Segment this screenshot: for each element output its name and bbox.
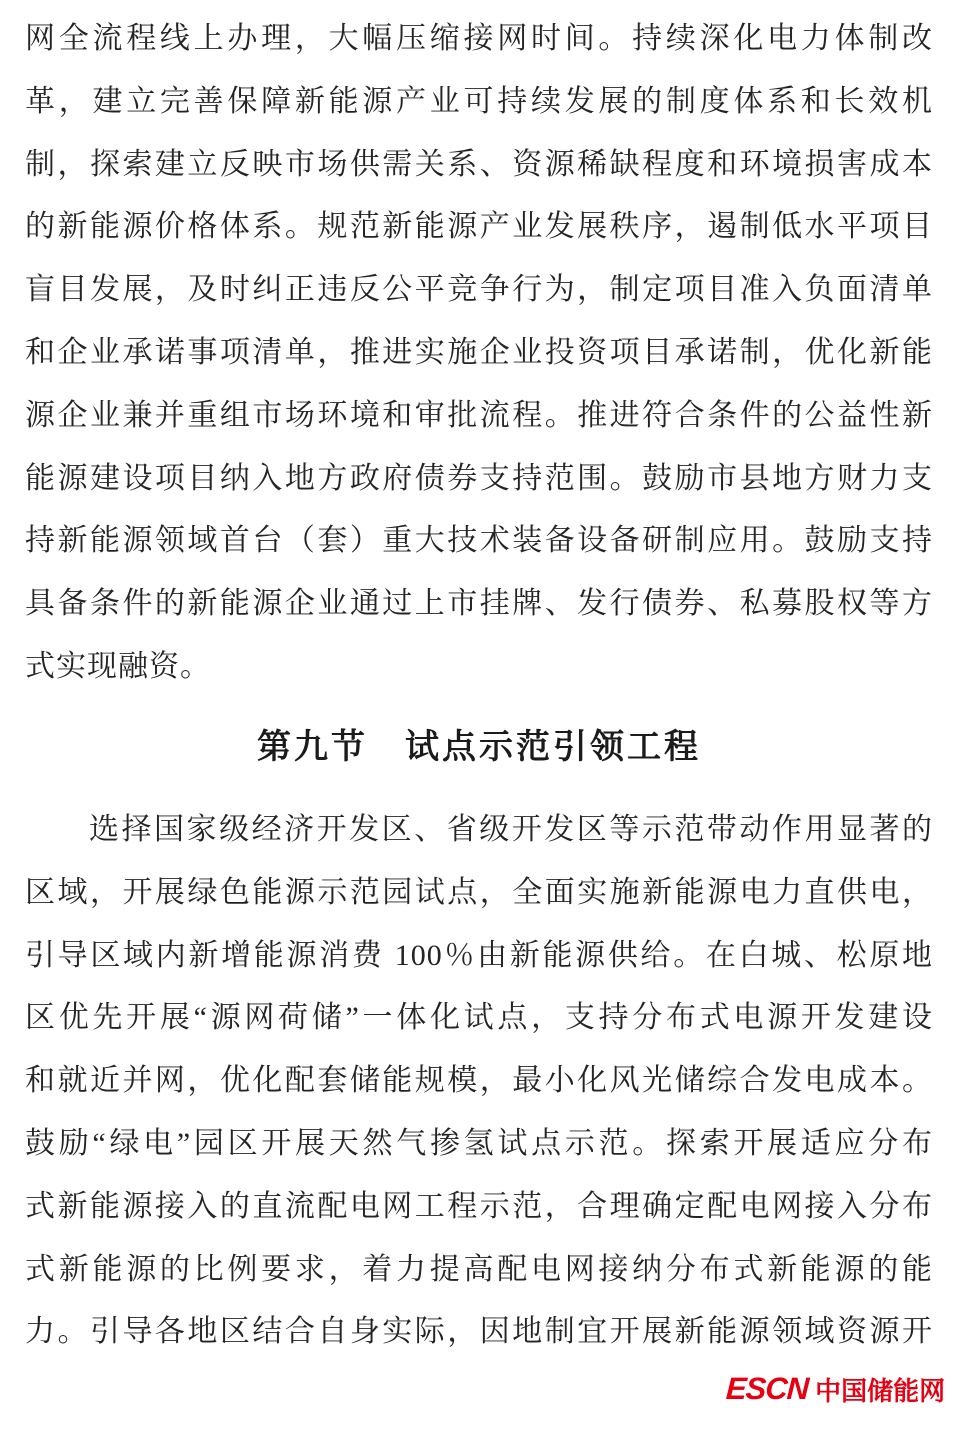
section-heading: 第九节 试点示范引领工程 xyxy=(257,728,701,766)
logo-escn-text: ESCN xyxy=(725,1371,810,1406)
text-line: 式新能源的比例要求，着力提高配电网接纳分布式新能源的能 xyxy=(25,1252,933,1286)
text-line: 盲目发展，及时纠正违反公平竞争行为，制定项目准入负面清单 xyxy=(25,273,933,307)
text-line: 区域，开展绿色能源示范园试点，全面实施新能源电力直供电， xyxy=(25,875,933,909)
text-line: 引导区域内新增能源消费 100％由新能源供给。在白城、松原地 xyxy=(25,938,933,972)
text-line: 网全流程线上办理，大幅压缩接网时间。持续深化电力体制改 xyxy=(25,22,933,55)
logo-chinese-text: 中国储能网 xyxy=(815,1375,946,1406)
text-line: 区优先开展“源网荷储”一体化试点，支持分布式电源开发建设 xyxy=(25,1001,933,1035)
text-line: 源企业兼并重组市场环境和审批流程。推进符合条件的公益性新 xyxy=(25,398,933,432)
escn-logo xyxy=(726,1372,945,1406)
text-line: 力。引导各地区结合自身实际，因地制宜开展新能源领域资源开 xyxy=(25,1315,933,1349)
text-line: 和企业承诺事项清单，推进实施企业投资项目承诺制，优化新能 xyxy=(25,335,933,369)
text-line: 制，探索建立反映市场供需关系、资源稀缺程度和环境损害成本 xyxy=(25,147,933,181)
text-line: 选择国家级经济开发区、省级开发区等示范带动作用显著的 xyxy=(89,813,933,846)
paragraph-1 xyxy=(25,8,933,699)
paragraph-2 xyxy=(25,799,933,1364)
text-line: 的新能源价格体系。规范新能源产业发展秩序，遏制低水平项目 xyxy=(25,210,933,244)
text-line: 具备条件的新能源企业通过上市挂牌、发行债券、私募股权等方 xyxy=(25,587,933,621)
text-line: 持新能源领域首台（套）重大技术装备设备研制应用。鼓励支持 xyxy=(25,524,933,558)
text-line: 能源建设项目纳入地方政府债券支持范围。鼓励市县地方财力支 xyxy=(25,461,933,495)
text-line: 式新能源接入的直流配电网工程示范，合理确定配电网接入分布 xyxy=(25,1189,933,1223)
text-line: 式实现融资。 xyxy=(25,649,211,683)
text-line: 和就近并网，优化配套储能规模，最小化风光储综合发电成本。 xyxy=(25,1064,933,1098)
text-line: 革，建立完善保障新能源产业可持续发展的制度体系和长效机 xyxy=(25,84,933,118)
text-line: 鼓励“绿电”园区开展天然气掺氢试点示范。探索开展适应分布 xyxy=(25,1126,933,1160)
